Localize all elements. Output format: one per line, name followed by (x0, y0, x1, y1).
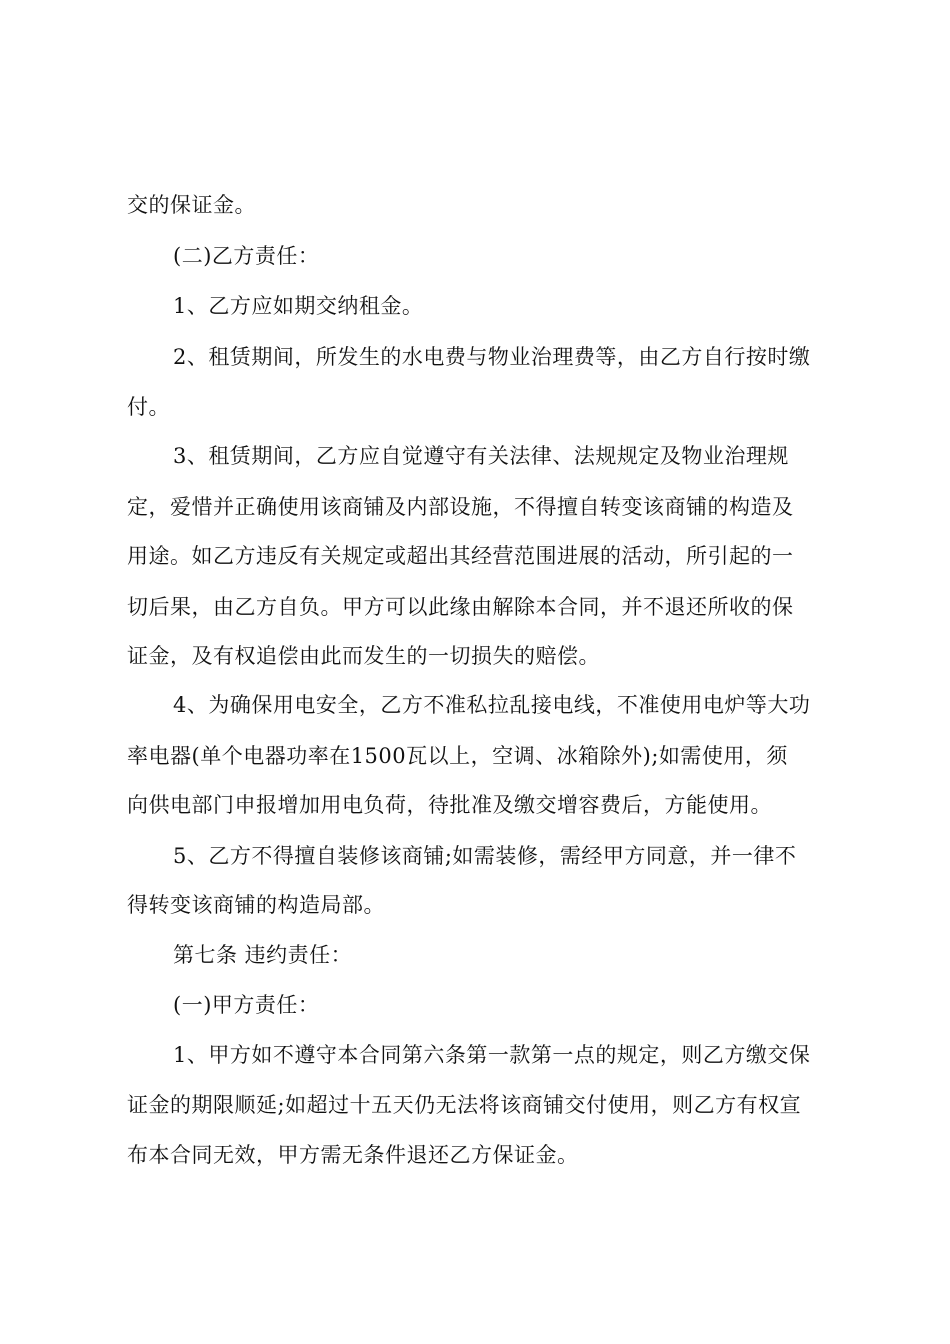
text-line: 率电器(单个电器功率在1500瓦以上，空调、冰箱除外);如需使用，须 (127, 744, 788, 768)
text-line: 定，爱惜并正确使用该商铺及内部设施，不得擅自转变该商铺的构造及 (127, 495, 794, 519)
text-line: 用途。如乙方违反有关规定或超出其经营范围进展的活动，所引起的一 (127, 544, 794, 568)
text-line: 1、甲方如不遵守本合同第六条第一款第一点的规定，则乙方缴交保 (173, 1043, 811, 1067)
text-line: 交的保证金。 (127, 193, 256, 217)
text-line: 布本合同无效，甲方需无条件退还乙方保证金。 (127, 1143, 579, 1167)
text-line: 切后果，由乙方自负。甲方可以此缘由解除本合同，并不退还所收的保 (127, 595, 794, 619)
text-line: 3、租赁期间，乙方应自觉遵守有关法律、法规规定及物业治理规 (173, 444, 789, 468)
text-line: 1、乙方应如期交纳租金。 (173, 294, 424, 318)
text-line: 付。 (127, 395, 170, 419)
text-line: 5、乙方不得擅自装修该商铺;如需装修，需经甲方同意，并一律不 (173, 844, 797, 868)
text-line: 4、为确保用电安全，乙方不准私拉乱接电线，不准使用电炉等大功 (173, 693, 811, 717)
text-line: 第七条 违约责任： (173, 943, 353, 967)
text-line: 证金的期限顺延;如超过十五天仍无法将该商铺交付使用，则乙方有权宣 (127, 1093, 802, 1117)
text-line: (一)甲方责任： (173, 993, 320, 1017)
text-line: 证金，及有权追偿由此而发生的一切损失的赔偿。 (127, 644, 600, 668)
text-line: 得转变该商铺的构造局部。 (127, 893, 385, 917)
text-line: 2、租赁期间，所发生的水电费与物业治理费等，由乙方自行按时缴 (173, 345, 811, 369)
text-line: 向供电部门申报增加用电负荷，待批准及缴交增容费后，方能使用。 (127, 793, 772, 817)
text-line: (二)乙方责任： (173, 244, 320, 268)
